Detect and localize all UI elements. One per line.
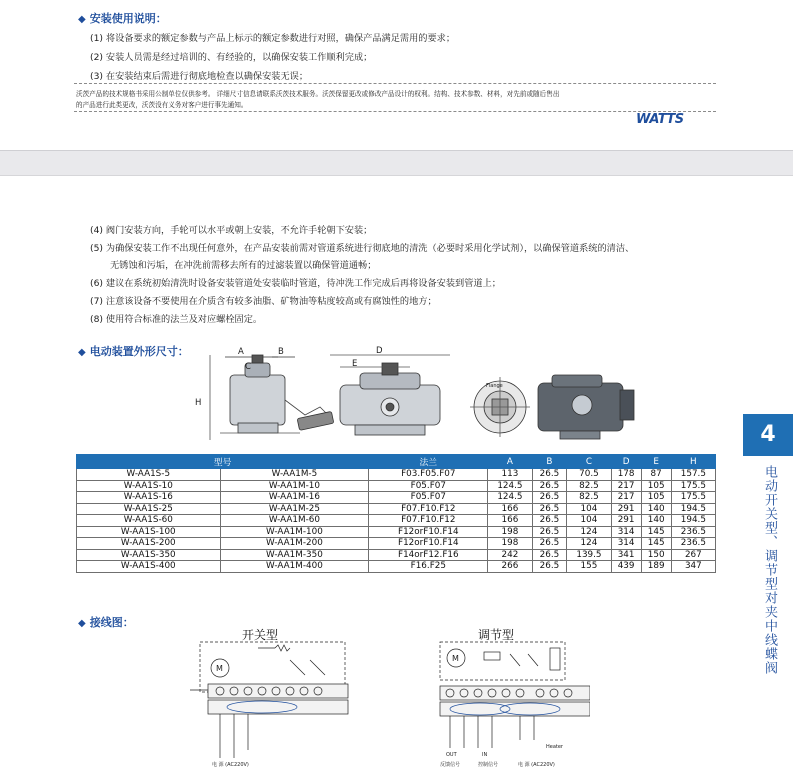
table-cell: F07.F10.F12 (369, 515, 488, 527)
table-cell: 26.5 (532, 561, 567, 573)
dimensions-table (76, 454, 716, 573)
table-cell: 26.5 (532, 492, 567, 504)
table-cell: W-AA1S-200 (77, 538, 221, 550)
dim-label-flange: Flange (486, 383, 503, 389)
col-header-a: A (488, 455, 532, 469)
watts-logo: WATTS (636, 112, 684, 127)
table-cell: W-AA1M-400 (220, 561, 369, 573)
table-cell: 104 (567, 515, 611, 527)
table-cell: 26.5 (532, 469, 567, 481)
dim-label-e: E (352, 359, 358, 369)
table-cell: W-AA1S-60 (77, 515, 221, 527)
mod-feedback-label: 反馈信号 (440, 762, 461, 768)
table-row (77, 549, 716, 561)
table-cell: 157.5 (671, 469, 715, 481)
table-cell: 198 (488, 538, 532, 550)
col-header-c: C (567, 455, 611, 469)
dimensions-section-title (78, 343, 189, 359)
table-cell: 314 (611, 538, 641, 550)
note-line-1: 沃茨产品的技术规格书采用公制单位仅供参考。 详细尺寸信息请联系沃茨技术服务。沃茨保留更改或修改产品设计的权利。结构、技术参数、材料，对先前或随后售出 (76, 90, 560, 98)
dimensions-table-body (77, 469, 716, 573)
chapter-tab-number: 4 (743, 414, 793, 456)
table-cell: 291 (611, 503, 641, 515)
dim-label-b: B (278, 347, 284, 357)
table-cell: 439 (611, 561, 641, 573)
table-cell: 198 (488, 526, 532, 538)
table-row (77, 515, 716, 527)
wiring-title-text: 接线图： (89, 616, 134, 629)
table-row (77, 561, 716, 573)
install-item-5-cont: 无锈蚀和污垢，在冲洗前需移去所有的过滤装置以确保管道通畅； (110, 260, 377, 271)
col-header-d: D (611, 455, 641, 469)
table-cell: 26.5 (532, 538, 567, 550)
table-header-row (77, 455, 716, 469)
table-cell: 166 (488, 515, 532, 527)
table-cell: W-AA1M-60 (220, 515, 369, 527)
table-cell: 70.5 (567, 469, 611, 481)
table-cell: F12orF10.F14 (369, 538, 488, 550)
table-cell: 175.5 (671, 480, 715, 492)
table-cell: W-AA1M-350 (220, 549, 369, 561)
table-cell: 145 (641, 526, 671, 538)
table-cell: 266 (488, 561, 532, 573)
table-cell: 82.5 (567, 492, 611, 504)
table-cell: F14orF12.F16 (369, 549, 488, 561)
table-cell: 217 (611, 480, 641, 492)
install-item-2: (2) 安装人员需是经过培训的、有经验的，以确保安装工作顺利完成； (90, 52, 373, 63)
table-cell: 145 (641, 538, 671, 550)
dim-label-h: H (195, 398, 202, 408)
table-cell: F12orF10.F14 (369, 526, 488, 538)
mod-out-label: OUT (446, 752, 457, 758)
table-cell: 26.5 (532, 480, 567, 492)
table-cell: 105 (641, 480, 671, 492)
wiring-section-title (78, 614, 134, 630)
diamond-bullet-icon: ◆ (78, 14, 86, 25)
table-cell: W-AA1S-25 (77, 503, 221, 515)
table-cell: 150 (641, 549, 671, 561)
table-cell: W-AA1S-16 (77, 492, 221, 504)
table-row (77, 480, 716, 492)
table-cell: 155 (567, 561, 611, 573)
table-cell: 341 (611, 549, 641, 561)
table-cell: 189 (641, 561, 671, 573)
col-header-b: B (532, 455, 567, 469)
table-cell: F05.F07 (369, 492, 488, 504)
table-cell: 291 (611, 515, 641, 527)
table-cell: W-AA1M-100 (220, 526, 369, 538)
table-cell: 124 (567, 538, 611, 550)
dotted-divider-2 (74, 111, 716, 112)
mod-in-label: IN (482, 752, 488, 758)
table-row (77, 492, 716, 504)
table-cell: 104 (567, 503, 611, 515)
page-break-band (0, 150, 793, 176)
table-cell: 82.5 (567, 480, 611, 492)
svg-text:M: M (216, 664, 223, 673)
table-cell: 178 (611, 469, 641, 481)
chapter-tab-text: 电动开关型、调节型对夹中线蝶阀 (762, 465, 777, 675)
col-header-h: H (671, 455, 715, 469)
table-cell: 26.5 (532, 549, 567, 561)
table-cell: 124.5 (488, 492, 532, 504)
install-item-8: (8) 使用符合标准的法兰及对应螺栓固定。 (90, 314, 263, 325)
table-cell: 194.5 (671, 515, 715, 527)
col-header-e: E (641, 455, 671, 469)
svg-text:M: M (452, 654, 459, 663)
table-cell: F05.F07 (369, 480, 488, 492)
table-cell: W-AA1M-16 (220, 492, 369, 504)
install-item-5: (5) 为确保安装工作不出现任何意外，在产品安装前需对管道系统进行彻底地的清洗（必要时采用化学试剂），以确保管道系统的清洁、 (90, 243, 635, 254)
mod-heater-label: Heater (546, 744, 563, 750)
table-cell: 347 (671, 561, 715, 573)
install-section-title (78, 10, 167, 26)
dim-label-c: C (245, 362, 251, 372)
table-cell: 26.5 (532, 526, 567, 538)
table-cell: 236.5 (671, 526, 715, 538)
table-cell: 113 (488, 469, 532, 481)
diamond-bullet-icon: ◆ (78, 618, 86, 629)
switch-type-label: 开关型 (242, 628, 279, 642)
table-cell: 267 (671, 549, 715, 561)
table-cell: W-AA1M-10 (220, 480, 369, 492)
col-header-flange: 法兰 (369, 455, 488, 469)
diamond-bullet-icon: ◆ (78, 347, 86, 358)
dim-label-d: D (376, 346, 383, 356)
install-item-7: (7) 注意该设备不要使用在介质含有较多油脂、矿物油等粘度较高或有腐蚀性的地方； (90, 296, 437, 307)
table-cell: 124.5 (488, 480, 532, 492)
table-row (77, 538, 716, 550)
table-cell: W-AA1M-25 (220, 503, 369, 515)
table-cell: 124 (567, 526, 611, 538)
actuator-dimension-drawing (190, 345, 660, 450)
install-item-3: (3) 在安装结束后需进行彻底地检查以确保安装无误； (90, 71, 309, 82)
table-cell: 139.5 (567, 549, 611, 561)
install-item-6: (6) 建议在系统初始清洗时设备安装管道处安装临时管道，待冲洗工作完成后再将设备安装到管道上； (90, 278, 501, 289)
table-cell: W-AA1M-5 (220, 469, 369, 481)
table-cell: 236.5 (671, 538, 715, 550)
mod-control-label: 控制信号 (478, 762, 499, 768)
table-cell: F03.F05.F07 (369, 469, 488, 481)
table-cell: 217 (611, 492, 641, 504)
col-header-model: 型号 (77, 455, 369, 469)
table-row (77, 469, 716, 481)
mod-power-label: 电 源 (AC220V) (518, 762, 555, 768)
install-item-1: (1) 将设备要求的额定参数与产品上标示的额定参数进行对照，确保产品满足需用的要求； (90, 33, 456, 44)
dim-label-a: A (238, 347, 244, 357)
table-cell: W-AA1S-5 (77, 469, 221, 481)
table-cell: 314 (611, 526, 641, 538)
table-row (77, 503, 716, 515)
switch-wiring-diagram (180, 640, 370, 770)
table-cell: W-AA1S-350 (77, 549, 221, 561)
switch-power-label: 电 源 (AC220V) (212, 762, 249, 768)
dimensions-title-text: 电动装置外形尺寸： (89, 345, 189, 358)
table-cell: 26.5 (532, 515, 567, 527)
table-cell: W-AA1S-100 (77, 526, 221, 538)
install-title-text: 安装使用说明： (89, 12, 167, 25)
table-cell: 87 (641, 469, 671, 481)
note-line-2: 的产品进行此类更改，沃茨没有义务对客户进行事先通知。 (76, 101, 248, 109)
table-cell: 175.5 (671, 492, 715, 504)
install-item-4: (4) 阀门安装方向，手轮可以水平或朝上安装，不允许手轮朝下安装； (90, 225, 373, 236)
table-cell: 194.5 (671, 503, 715, 515)
table-cell: F07.F10.F12 (369, 503, 488, 515)
table-cell: 26.5 (532, 503, 567, 515)
table-cell: 105 (641, 492, 671, 504)
table-cell: W-AA1M-200 (220, 538, 369, 550)
table-row (77, 526, 716, 538)
table-cell: 166 (488, 503, 532, 515)
table-cell: 140 (641, 503, 671, 515)
dotted-divider (74, 83, 716, 84)
modulating-type-label: 调节型 (478, 628, 515, 642)
modulating-wiring-diagram (410, 640, 590, 772)
table-cell: W-AA1S-10 (77, 480, 221, 492)
table-cell: W-AA1S-400 (77, 561, 221, 573)
table-cell: F16.F25 (369, 561, 488, 573)
table-cell: 140 (641, 515, 671, 527)
table-cell: 242 (488, 549, 532, 561)
